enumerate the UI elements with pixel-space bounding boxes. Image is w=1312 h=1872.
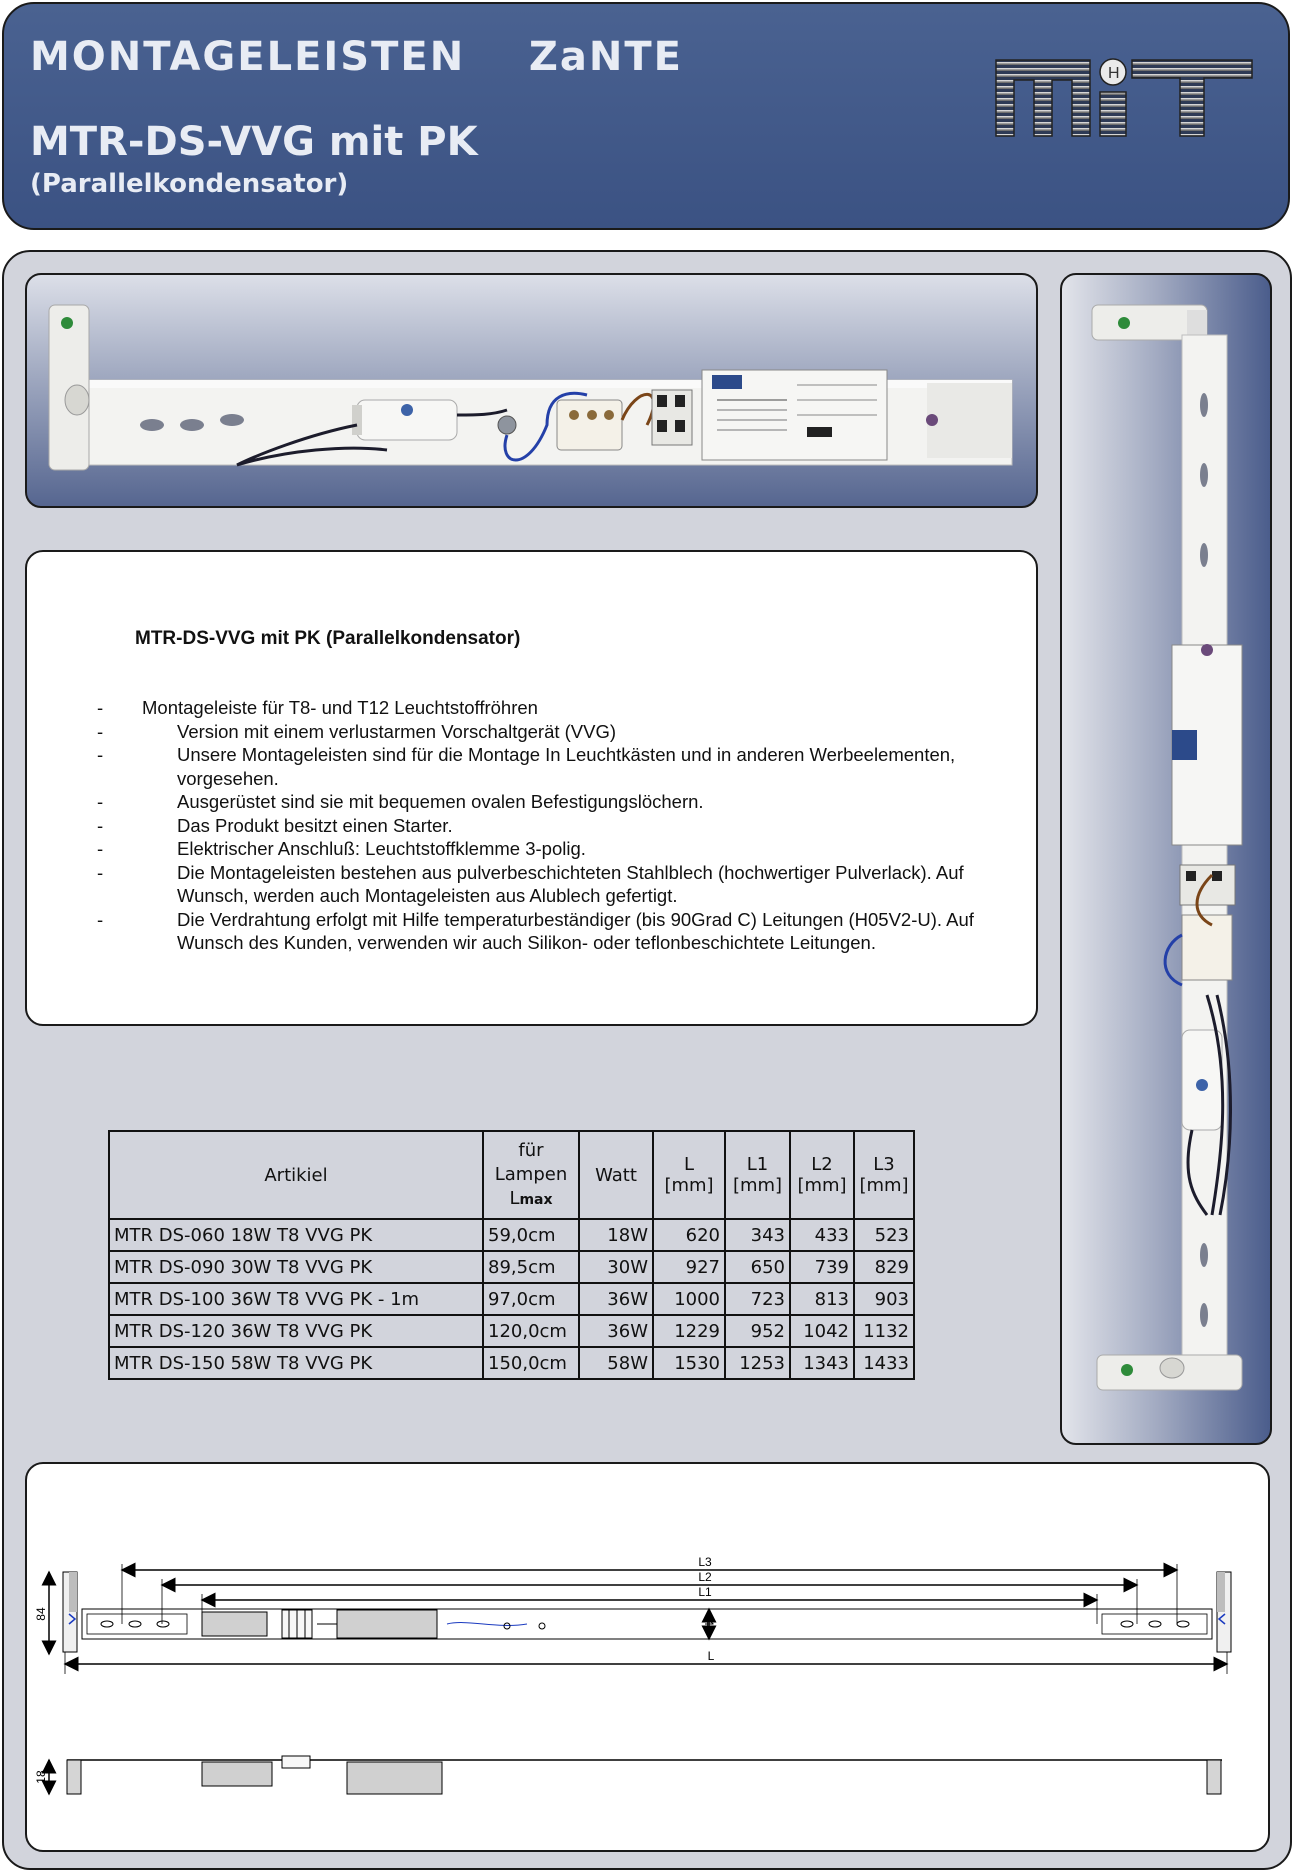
col-l2: L2 [mm]: [790, 1131, 854, 1219]
header-title-text: MONTAGELEISTEN: [30, 34, 466, 80]
table-row: MTR DS-100 36W T8 VVG PK - 1m 97,0cm 36W 1000 723 813 903: [109, 1283, 914, 1315]
technical-drawing: [25, 1462, 1270, 1852]
col-watt: Watt: [579, 1131, 653, 1219]
company-logo: [994, 56, 1254, 140]
header-subtitle-2: (Parallelkondensator): [30, 169, 349, 199]
table-row: MTR DS-060 18W T8 VVG PK 59,0cm 18W 620 343 433 523: [109, 1219, 914, 1251]
col-lampen: für Lampen Lmax: [483, 1131, 579, 1219]
description-box: [25, 550, 1038, 1026]
table-row: MTR DS-090 30W T8 VVG PK 89,5cm 30W 927 650 739 829: [109, 1251, 914, 1283]
feature-item: - Das Produkt besitzt einen Starter.: [97, 814, 453, 836]
feature-item: - Ausgerüstet sind sie mit bequemen ovalen Befestigungslöchern.: [97, 791, 704, 812]
product-photo-vertical: [1060, 273, 1272, 1445]
spec-table: [108, 1130, 915, 1380]
label-l3: L3: [698, 1555, 712, 1569]
feature-item: - Version mit einem verlustarmen Vorschaltgerät (VVG): [97, 720, 617, 742]
label-l: L: [707, 1649, 715, 1663]
feature-list: [97, 696, 997, 955]
product-photo-horizontal: [25, 273, 1038, 508]
col-l1: L1 [mm]: [725, 1131, 790, 1219]
svg-text:H: H: [1108, 65, 1120, 82]
feature-item: - Unsere Montageleisten sind für die Montage In Leuchtkästen und in anderen Werbeelementen, vorgesehen.: [97, 744, 956, 789]
label-l1: L1: [698, 1585, 712, 1599]
label-84: 84: [34, 1607, 48, 1621]
header-brand: ZaNTE: [528, 34, 683, 80]
col-l3: L3 [mm]: [854, 1131, 914, 1219]
feature-item: - Die Verdrahtung erfolgt mit Hilfe temperaturbeständiger (bis 90Grad C) Leitungen (H05V2-U). Auf Wunsch des Kunden, verwenden wir auch Silikon- oder teflonbeschichtete Leitungen.: [97, 908, 974, 953]
header-subtitle: MTR-DS-VVG mit PK: [30, 119, 478, 165]
feature-item: - Montageleiste für T8- und T12 Leuchtstoffröhren: [97, 697, 538, 718]
label-18: 18: [34, 1770, 48, 1784]
feature-item: - Elektrischer Anschluß: Leuchtstoffklemme 3-polig.: [97, 838, 586, 859]
description-title: MTR-DS-VVG mit PK (Parallelkondensator): [135, 628, 521, 649]
col-l: L [mm]: [653, 1131, 725, 1219]
label-40: 40: [702, 1619, 716, 1633]
col-artikel: Artikiel: [109, 1131, 483, 1219]
header-title: [30, 34, 683, 80]
feature-item: - Die Montageleisten bestehen aus pulverbeschichteten Stahlblech (hochwertiger Pulverlack). Auf Wunsch, werden auch Montageleisten aus Alublech gefertigt.: [97, 861, 964, 906]
table-header-row: [109, 1131, 914, 1219]
label-l2: L2: [698, 1570, 712, 1584]
table-row: MTR DS-150 58W T8 VVG PK 150,0cm 58W 1530 1253 1343 1433: [109, 1347, 914, 1379]
table-row: MTR DS-120 36W T8 VVG PK 120,0cm 36W 1229 952 1042 1132: [109, 1315, 914, 1347]
header-banner: [2, 2, 1290, 230]
